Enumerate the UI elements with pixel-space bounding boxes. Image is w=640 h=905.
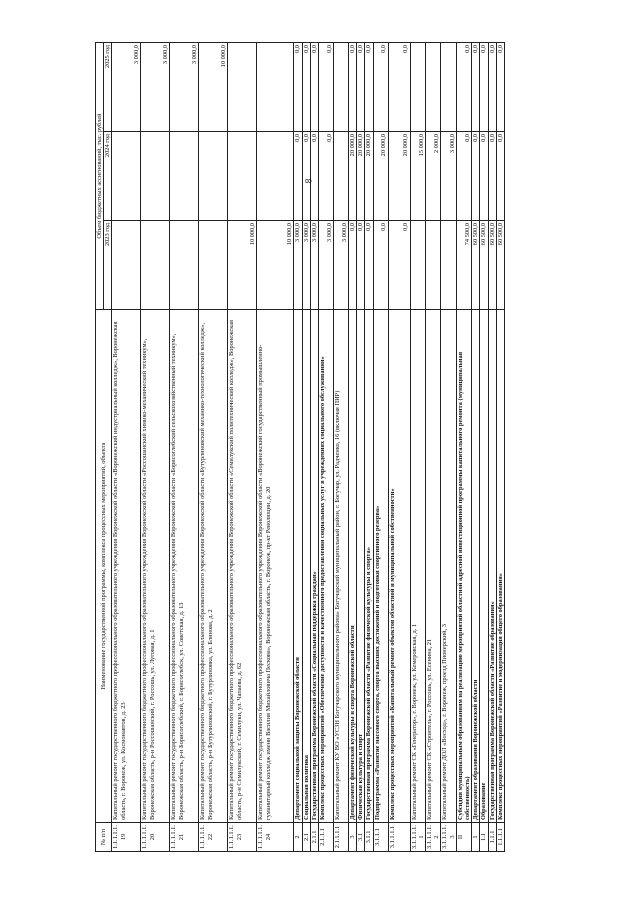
- row-value-2025: [257, 43, 294, 132]
- row-value-2025: 0,0: [388, 43, 410, 132]
- table-row: [294, 43, 302, 852]
- table-row: [410, 43, 425, 852]
- table-row: [141, 43, 170, 852]
- row-value-2023: [170, 221, 199, 310]
- row-value-2025: 0,0: [294, 43, 302, 132]
- row-value-2025: 0,0: [357, 43, 365, 132]
- row-value-2024: [228, 132, 257, 221]
- row-value-2025: [334, 43, 349, 132]
- row-value-2023: 0,0: [365, 221, 373, 310]
- row-num: 3.1.1.1.1.2: [426, 823, 441, 852]
- row-name: Комплекс процессных мероприятий «Обеспечение доступности и качественного предоставления социальных услуг в учреждениях социального обслуживания»: [319, 310, 334, 823]
- row-value-2025: 10 000,0: [199, 43, 228, 132]
- row-value-2023: 60 500,0: [472, 221, 480, 310]
- row-num: 1.1.1.1.1.20: [141, 823, 170, 852]
- row-value-2023: 3 000,0: [302, 221, 310, 310]
- row-name: Департамент социальной защиты Воронежской области: [294, 310, 302, 823]
- budget-table-sheet: [95, 42, 598, 852]
- row-name: Капитальный ремонт государственного бюджетного профессионального образовательного учреждения Воронежской области «Семилукский политехнический колледж», Воронежская область, р-н Семилукский, г. Семилуки, ул. Чапаева, д. 62: [228, 310, 257, 823]
- row-value-2023: 10 000,0: [228, 221, 257, 310]
- table-row: [319, 43, 334, 852]
- row-name: Капитальный ремонт КУ ВО «УСЗН Богучарского муниципального района» Богучарский муниципальный район, г. Богучар, ул. Радченко, 16 (включая ПИР): [334, 310, 349, 823]
- row-name: Образование: [480, 310, 488, 823]
- header-year-2024: 2024 год: [104, 132, 112, 221]
- table-row: [472, 43, 480, 852]
- row-name: Комплекс процессных мероприятий «Капитальный ремонт объектов областной и муниципальной собственности»: [388, 310, 410, 823]
- row-value-2025: 3 000,0: [141, 43, 170, 132]
- row-name: Капитальный ремонт ДОЛ «Восход», г. Воронеж, проезд Пионерский, 3: [441, 310, 456, 823]
- row-value-2024: 0,0: [310, 132, 318, 221]
- table-row: [426, 43, 441, 852]
- row-value-2024: 20 000,0: [388, 132, 410, 221]
- table-row: [349, 43, 357, 852]
- row-num: 1.1.1.1.1.24: [257, 823, 294, 852]
- row-value-2023: [426, 221, 441, 310]
- row-value-2025: 0,0: [310, 43, 318, 132]
- row-value-2023: 0,0: [357, 221, 365, 310]
- row-value-2023: 0,0: [388, 221, 410, 310]
- header-year-2025: 2025 год: [104, 43, 112, 132]
- header-num: № п/п: [96, 823, 112, 852]
- row-value-2024: 0,0: [472, 132, 480, 221]
- row-value-2024: 20 000,0: [357, 132, 365, 221]
- row-value-2024: 15 000,0: [410, 132, 425, 221]
- row-name: Государственная программа Воронежской области «Развитие физической культуры и спорта»: [365, 310, 373, 823]
- row-value-2023: [112, 221, 141, 310]
- row-value-2023: 74 500,0: [456, 221, 471, 310]
- row-value-2025: 0,0: [496, 43, 504, 132]
- table-row: [357, 43, 365, 852]
- table-row: [480, 43, 488, 852]
- row-num: 1.1.1.1.1.19: [112, 823, 141, 852]
- row-name: Капитальный ремонт государственного бюджетного профессионального образовательного учреждения Воронежской области «Россошанский химико-механический техникум», Воронежская область, р-н Россошанский, г. Россошь, ул. Луговая, д. 1: [141, 310, 170, 823]
- row-value-2025: 0,0: [349, 43, 357, 132]
- row-name: Субсидии муниципальным образованиям на реализацию мероприятий областной адресной инвестиционной программы капитального ремонта (муниципальная собственность): [456, 310, 471, 823]
- row-num: 3.1.1: [365, 823, 373, 852]
- row-num: 2.1.1.1: [319, 823, 334, 852]
- row-value-2023: 10 000,0: [257, 221, 294, 310]
- row-name: Капитальный ремонт государственного бюджетного профессионального образовательного учреждения Воронежской области «Борисоглебский сельскохозяйственный техникум», Воронежская область, р-н Борисоглебский, г. Борисоглебск, ул. Советская, д. 13: [170, 310, 199, 823]
- row-num: 1: [472, 823, 480, 852]
- row-value-2023: [199, 221, 228, 310]
- table-row: [310, 43, 318, 852]
- header-funding: Объем бюджетных ассигнований, тыс. рублей: [96, 43, 104, 310]
- row-value-2023: 3 000,0: [334, 221, 349, 310]
- row-value-2024: [334, 132, 349, 221]
- row-value-2023: [410, 221, 425, 310]
- table-row: [488, 43, 496, 852]
- row-value-2024: [170, 132, 199, 221]
- row-name: Социальная политика: [302, 310, 310, 823]
- row-value-2024: 0,0: [319, 132, 334, 221]
- row-value-2024: [257, 132, 294, 221]
- table-row: [170, 43, 199, 852]
- row-name: Капитальный ремонт СК «Строитель», г. Россошь, ул. Есенина, 21: [426, 310, 441, 823]
- row-value-2025: 0,0: [319, 43, 334, 132]
- row-value-2024: 0,0: [294, 132, 302, 221]
- header-year-2023: 2023 год: [104, 221, 112, 310]
- row-value-2023: 0,0: [373, 221, 388, 310]
- row-name: Государственная программа Воронежской области «Развитие образования»: [488, 310, 496, 823]
- row-value-2025: 0,0: [472, 43, 480, 132]
- row-value-2024: [199, 132, 228, 221]
- table-row: [112, 43, 141, 852]
- row-num: 1.1.1.1: [496, 823, 504, 852]
- row-value-2024: 0,0: [456, 132, 471, 221]
- row-value-2025: 0,0: [302, 43, 310, 132]
- table-row: [257, 43, 294, 852]
- row-name: Капитальный ремонт государственного бюджетного профессионального образовательного учреждения Воронежской области «Воронежский индустриальный колледж», Воронежская область, г. Воронеж, ул. Космонавтов, д. 23: [112, 310, 141, 823]
- row-value-2024: [141, 132, 170, 221]
- row-value-2024: 0,0: [496, 132, 504, 221]
- row-num: 1.1.1.1.1.21: [170, 823, 199, 852]
- budget-table: [95, 42, 505, 852]
- table-row: [441, 43, 456, 852]
- row-num: 2.1: [302, 823, 310, 852]
- row-num: 3: [349, 823, 357, 852]
- table-body: [112, 43, 505, 852]
- row-num: 3.1: [357, 823, 365, 852]
- row-num: 3.1.1.1.1.1: [410, 823, 425, 852]
- row-value-2023: 3 000,0: [310, 221, 318, 310]
- row-num: 1.1: [480, 823, 488, 852]
- table-row: [388, 43, 410, 852]
- row-value-2023: 60 500,0: [480, 221, 488, 310]
- row-value-2025: 0,0: [480, 43, 488, 132]
- table-row: [456, 43, 471, 852]
- row-value-2025: 3 000,0: [112, 43, 141, 132]
- row-value-2025: 0,0: [488, 43, 496, 132]
- row-num: 3.1.1.1.1: [388, 823, 410, 852]
- row-num: 1.1.1.1.1.23: [228, 823, 257, 852]
- row-value-2025: 0,0: [456, 43, 471, 132]
- row-name: Государственная программа Воронежской области «Социальная поддержка граждан»: [310, 310, 318, 823]
- row-value-2023: 3 000,0: [294, 221, 302, 310]
- row-name: Физическая культура и спорт: [357, 310, 365, 823]
- row-value-2023: 60 500,0: [496, 221, 504, 310]
- row-num: 3.1.1.1.1.3: [441, 823, 456, 852]
- row-value-2023: [141, 221, 170, 310]
- row-value-2024: 20 000,0: [365, 132, 373, 221]
- table-row: [302, 43, 310, 852]
- row-value-2024: [112, 132, 141, 221]
- header-name: Наименование государственной программы, комплекса процессных мероприятий, объекта: [96, 310, 112, 823]
- row-value-2025: 3 000,0: [170, 43, 199, 132]
- row-num: II: [456, 823, 471, 852]
- row-value-2024: 0,0: [480, 132, 488, 221]
- row-name: Подпрограмма «Развитие массового спорта, спорта высших достижений и подготовки спортивного резерва»: [373, 310, 388, 823]
- row-value-2025: [228, 43, 257, 132]
- row-num: 1.1.1.1.1.22: [199, 823, 228, 852]
- row-value-2023: [441, 221, 456, 310]
- row-value-2024: 2 000,0: [426, 132, 441, 221]
- table-row: [496, 43, 504, 852]
- table-row: [199, 43, 228, 852]
- row-name: Капитальный ремонт государственного бюджетного профессионального образовательного учреждения Воронежской области «Бутурлиновский механико-технологический колледж», Воронежская область, р-н Бутурлиновский, г. Бутурлиновка, ул. Блинова, д. 2: [199, 310, 228, 823]
- row-name: Капитальный ремонт СК «Генератор», г. Воронеж, ул. Кемеровская, д. 1: [410, 310, 425, 823]
- row-value-2024: 20 000,0: [349, 132, 357, 221]
- row-num: 2.1.1: [310, 823, 318, 852]
- table-row: [334, 43, 349, 852]
- row-value-2025: 0,0: [365, 43, 373, 132]
- row-value-2023: 3 000,0: [319, 221, 334, 310]
- row-num: 1.1.1: [488, 823, 496, 852]
- row-value-2025: [410, 43, 425, 132]
- row-name: Департамент образования Воронежской области: [472, 310, 480, 823]
- row-value-2025: [426, 43, 441, 132]
- row-name: Комплекс процессных мероприятий «Развитие и модернизация общего образования»: [496, 310, 504, 823]
- table-row: [228, 43, 257, 852]
- row-value-2024: 20 000,0: [373, 132, 388, 221]
- row-value-2025: 0,0: [373, 43, 388, 132]
- row-value-2025: [441, 43, 456, 132]
- row-num: 3.1.1.1: [373, 823, 388, 852]
- table-row: [365, 43, 373, 852]
- row-name: Капитальный ремонт государственного бюджетного профессионального образовательного учреждения Воронежской области «Воронежский государственный промышленно-гуманитарный колледж имени Василия Михайловича Пескова», Воронежская область, г. Воронеж, пр-кт Революции, д. 20: [257, 310, 294, 823]
- page-number: 8: [303, 178, 314, 184]
- row-value-2023: 60 500,0: [488, 221, 496, 310]
- table-row: [373, 43, 388, 852]
- row-value-2023: 0,0: [349, 221, 357, 310]
- row-value-2024: 0,0: [302, 132, 310, 221]
- row-value-2024: 0,0: [488, 132, 496, 221]
- row-num: 2.1.1.1.1: [334, 823, 349, 852]
- row-name: Департамент физической культуры и спорта Воронежской области: [349, 310, 357, 823]
- row-value-2024: 3 000,0: [441, 132, 456, 221]
- row-num: 2: [294, 823, 302, 852]
